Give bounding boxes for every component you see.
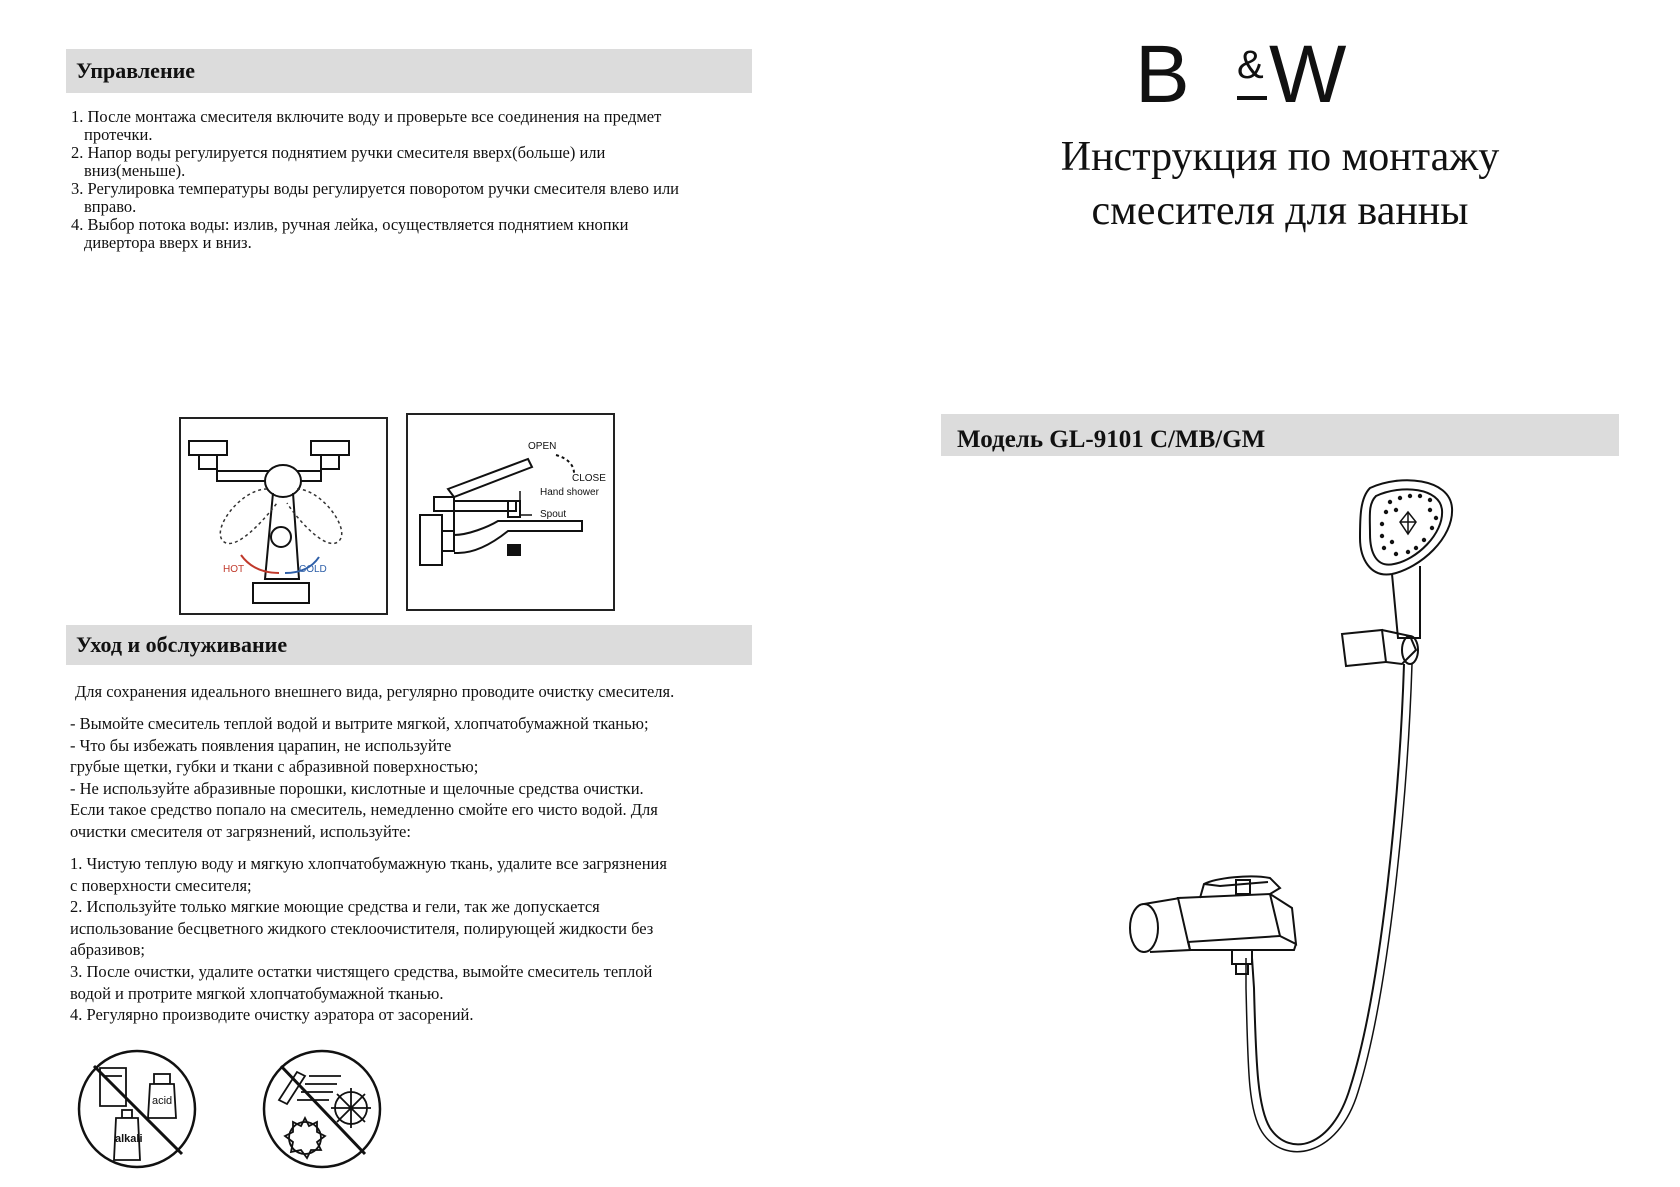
control-item-1-cont: протечки.: [84, 125, 153, 144]
spout-label: Spout: [540, 509, 567, 520]
care-step-3: 3. После очистки, удалите остатки чистящего средства, вымойте смеситель теплой: [70, 961, 653, 981]
brand-logo: [1135, 30, 1395, 110]
care-step-1-cont: с поверхности смесителя;: [70, 875, 252, 895]
control-item-2: 2. Напор воды регулируется поднятием ручки смесителя вверх(больше) или: [71, 143, 606, 162]
alkali-label: alkali: [115, 1133, 143, 1145]
cold-label: COLD: [299, 564, 327, 575]
care-steps: [70, 853, 760, 1026]
handle-diagram-drawing: [181, 419, 386, 613]
care-heading: [66, 625, 752, 665]
control-heading: [66, 49, 752, 93]
brand-logo-mark: [1135, 30, 1395, 110]
control-item-4: 4. Выбор потока воды: излив, ручная лейка, осуществляется поднятием кнопки: [71, 215, 629, 234]
control-item-2-cont: вниз(меньше).: [84, 161, 186, 180]
care-step-2-cont: использование бесцветного жидкого стеклоочистителя, полирующей жидкости без: [70, 918, 654, 938]
model-label: Модель GL-9101 C/MB/GM: [957, 426, 1266, 453]
care-heading-text: Уход и обслуживание: [76, 632, 288, 657]
care-step-2-cont2: абразивов;: [70, 940, 145, 960]
model-heading: [941, 414, 1619, 456]
open-label: OPEN: [528, 441, 557, 452]
care-rules: [70, 713, 760, 843]
care-step-1: 1. Чистую теплую воду и мягкую хлопчатобумажную ткань, удалите все загрязнения: [70, 854, 667, 873]
care-rule-2: - Что бы избежать появления царапин, не используйте: [70, 735, 452, 755]
diverter-diagram: [406, 413, 615, 611]
faucet-illustration: [1120, 468, 1480, 1168]
control-item-3: 3. Регулировка температуры воды регулируется поворотом ручки смесителя влево или: [71, 179, 680, 198]
care-rule-1: - Вымойте смеситель теплой водой и вытрите мягкой, хлопчатобумажной тканью;: [70, 714, 649, 733]
page-title: [960, 130, 1600, 238]
control-item-4-cont: дивертора вверх и вниз.: [84, 233, 252, 252]
care-rule-4: - Не используйте абразивные порошки, кислотные и щелочные средства очистки.: [70, 778, 644, 798]
logo-letter-b: B: [1135, 30, 1190, 110]
control-item-1: 1. После монтажа смесителя включите воду и проверьте все соединения на предмет: [71, 107, 662, 126]
hand-shower-label: Hand shower: [540, 487, 599, 498]
no-chemicals-icon: [72, 1046, 202, 1172]
care-rule-5: Если такое средство попало на смеситель, немедленно смойте его чисто водой. Для: [70, 800, 658, 820]
care-rule-3: грубые щетки, губки и ткани с абразивной поверхностью;: [70, 757, 479, 777]
acid-label: acid: [152, 1095, 173, 1107]
control-item-3-cont: вправо.: [84, 197, 137, 216]
title-line-2: смесителя для ванны: [1091, 188, 1469, 234]
logo-letter-w: W: [1269, 30, 1347, 110]
control-heading-text: Управление: [76, 58, 196, 83]
hot-label: HOT: [223, 564, 245, 575]
handle-diagram: [179, 417, 388, 615]
control-instructions: [71, 108, 771, 252]
care-step-4: 4. Регулярно производите очистку аэратора от засорений.: [70, 1005, 474, 1025]
care-step-3-cont: водой и протрите мягкой хлопчатобумажной тканью.: [70, 983, 444, 1003]
care-rule-6: очистки смесителя от загрязнений, используйте:: [70, 821, 411, 841]
close-label: CLOSE: [572, 473, 606, 484]
care-intro: Для сохранения идеального внешнего вида, регулярно проводите очистку смесителя.: [75, 682, 675, 701]
logo-ampersand: &: [1237, 43, 1264, 87]
title-line-1: Инструкция по монтажу: [1060, 134, 1500, 180]
care-step-2: 2. Используйте только мягкие моющие средства и гели, так же допускается: [70, 897, 600, 917]
care-intro-block: [70, 681, 760, 703]
diverter-diagram-drawing: [408, 415, 613, 609]
no-abrasives-icon: [257, 1046, 387, 1172]
